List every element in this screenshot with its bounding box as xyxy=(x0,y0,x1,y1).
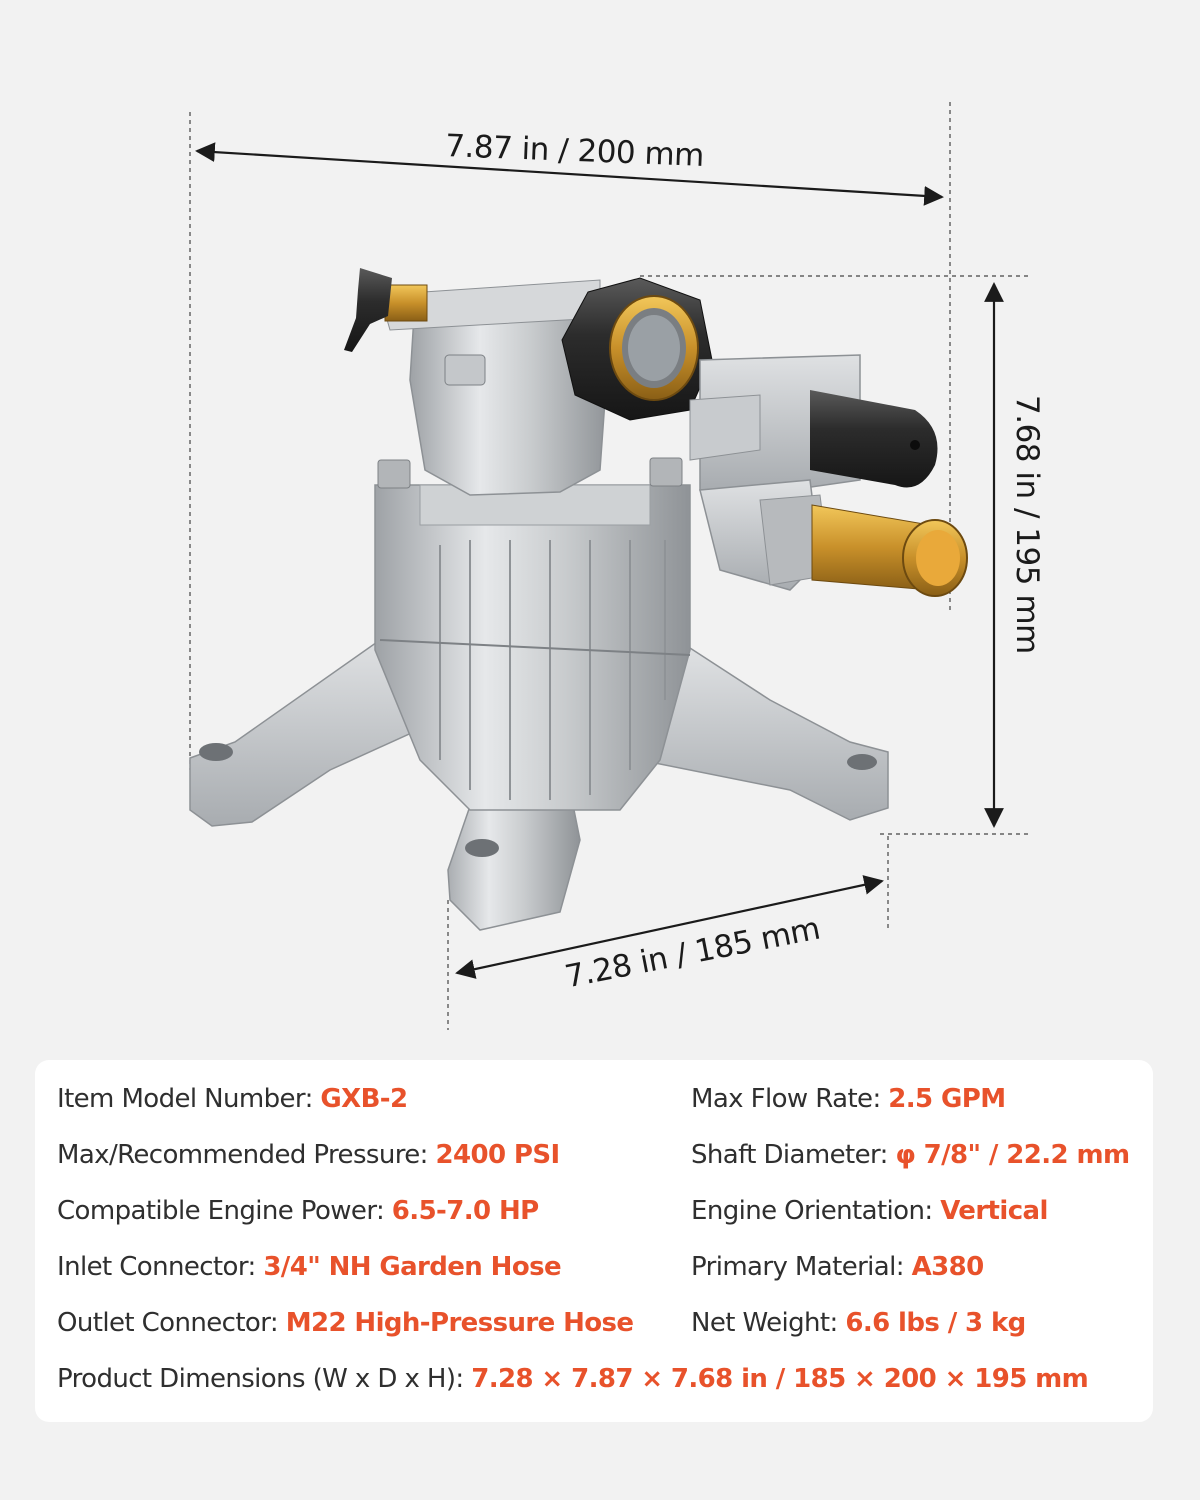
spec-label: Primary Material: xyxy=(691,1252,904,1282)
spec-dimensions xyxy=(57,1364,1088,1394)
spec-value: M22 High-Pressure Hose xyxy=(285,1308,634,1338)
spec-label: Item Model Number: xyxy=(57,1084,313,1114)
spec-label: Engine Orientation: xyxy=(691,1196,933,1226)
unloader-valve xyxy=(690,355,938,490)
spec-label: Max/Recommended Pressure: xyxy=(57,1140,428,1170)
spec-engine-power xyxy=(57,1196,539,1226)
spec-pressure xyxy=(57,1140,560,1170)
spec-label: Compatible Engine Power: xyxy=(57,1196,385,1226)
spec-card xyxy=(35,1060,1153,1422)
spec-value: 2.5 GPM xyxy=(888,1084,1006,1114)
spec-label: Outlet Connector: xyxy=(57,1308,279,1338)
spec-label: Inlet Connector: xyxy=(57,1252,256,1282)
spec-label: Shaft Diameter: xyxy=(691,1140,888,1170)
depth-dimension-label: 7.87 in / 200 mm xyxy=(444,128,705,174)
spec-shaft xyxy=(691,1140,1129,1170)
spec-flow-rate xyxy=(691,1084,1005,1114)
spec-value: GXB-2 xyxy=(320,1084,408,1114)
spec-label: Net Weight: xyxy=(691,1308,838,1338)
spec-value: 6.6 lbs / 3 kg xyxy=(845,1308,1026,1338)
spec-inlet xyxy=(57,1252,561,1282)
spec-value: Vertical xyxy=(940,1196,1048,1226)
spec-weight xyxy=(691,1308,1026,1338)
spec-label: Product Dimensions (W x D x H): xyxy=(57,1364,464,1394)
spec-value: 2400 PSI xyxy=(435,1140,560,1170)
spec-material xyxy=(691,1252,984,1282)
spec-value: 7.28 × 7.87 × 7.68 in / 185 × 200 × 195 mm xyxy=(471,1364,1089,1394)
spec-value: 6.5-7.0 HP xyxy=(391,1196,539,1226)
spec-value: φ 7/8" / 22.2 mm xyxy=(895,1140,1130,1170)
spec-label: Max Flow Rate: xyxy=(691,1084,881,1114)
outlet-connector xyxy=(700,480,967,596)
inlet-connector xyxy=(562,278,712,420)
spec-model xyxy=(57,1084,408,1114)
spec-value: A380 xyxy=(911,1252,984,1282)
spec-orientation xyxy=(691,1196,1048,1226)
crankcase xyxy=(375,458,690,810)
width-dimension-label: 7.28 in / 185 mm xyxy=(562,910,823,996)
spec-value: 3/4" NH Garden Hose xyxy=(263,1252,562,1282)
height-dimension-label: 7.68 in / 195 mm xyxy=(1009,395,1045,654)
spec-outlet xyxy=(57,1308,633,1338)
